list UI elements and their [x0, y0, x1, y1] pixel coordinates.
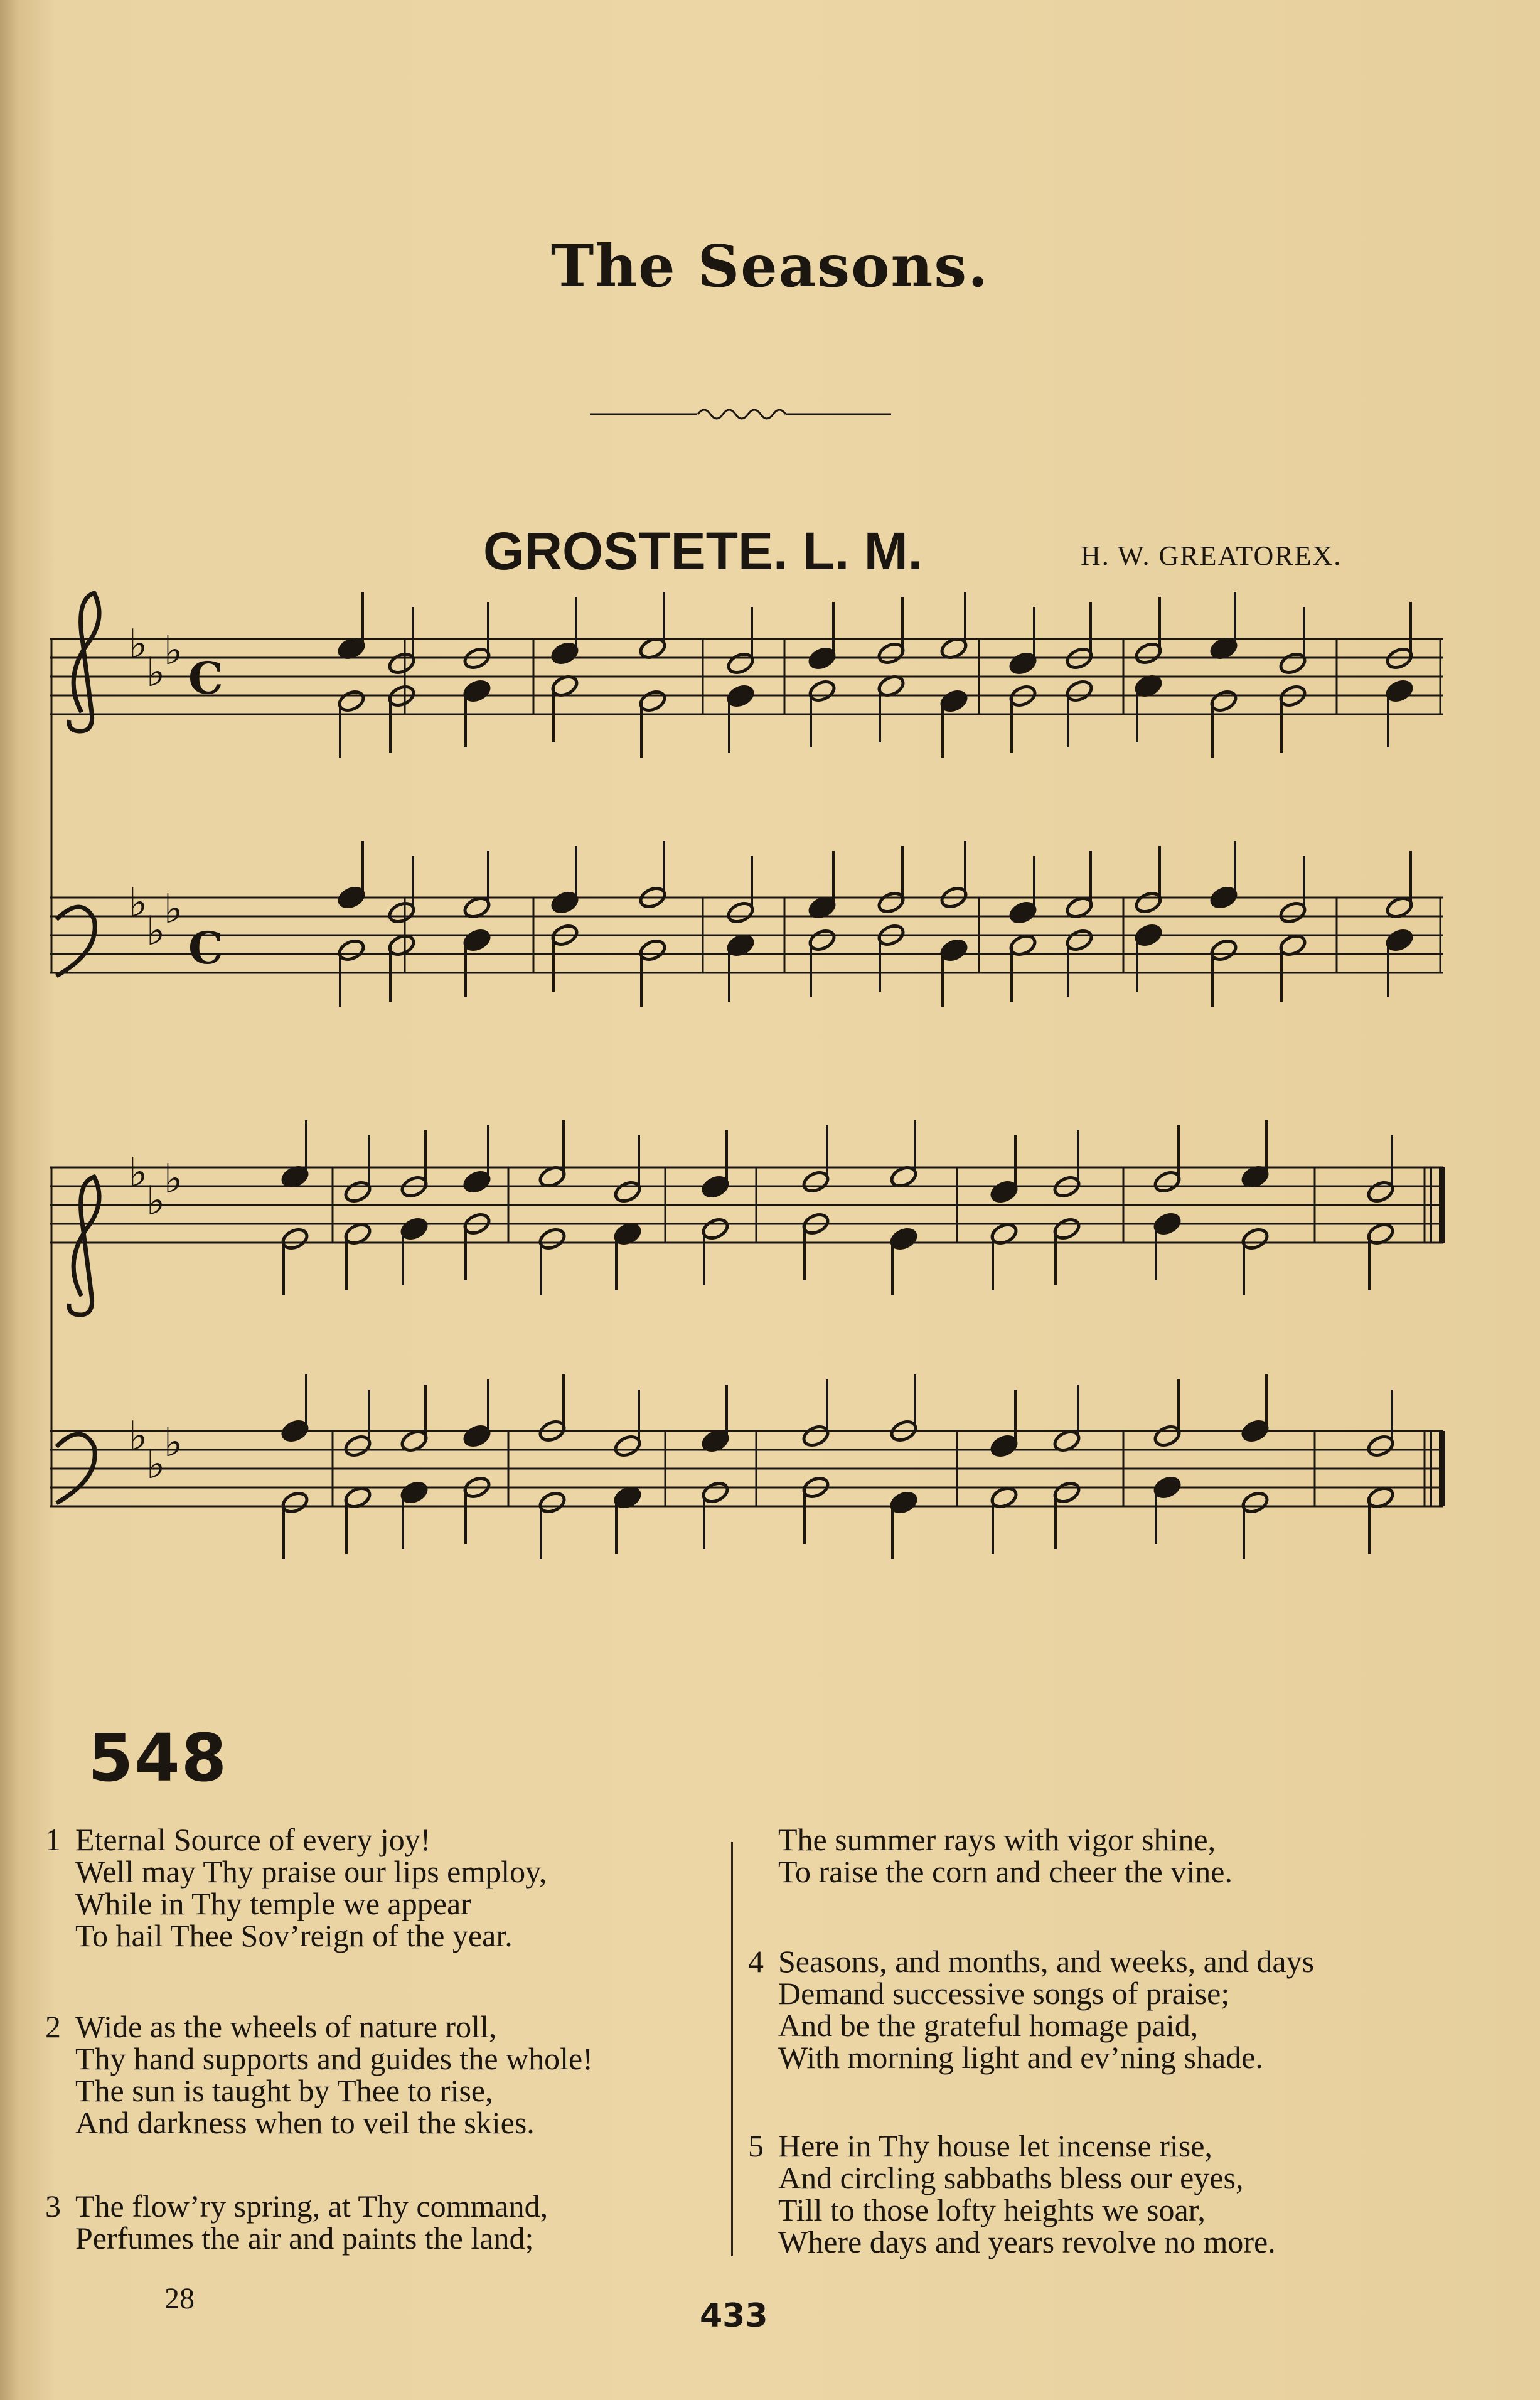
- section-title: The Seasons.: [550, 232, 990, 300]
- verse-line: The summer rays with vigor shine,: [778, 1822, 1216, 1857]
- verse-line: Eternal Source of every joy!: [75, 1822, 431, 1857]
- verse: [45, 2188, 548, 2256]
- verse: [45, 2009, 593, 2140]
- verse-number: 4: [748, 1944, 764, 1979]
- verse: [748, 1944, 1315, 2075]
- flat-icon: ♭: [146, 1442, 166, 1488]
- staff-lines: [50, 639, 1443, 1506]
- verse-line: And circling sabbaths bless our eyes,: [778, 2160, 1244, 2195]
- verse-line: With morning light and ev’ning shade.: [778, 2040, 1263, 2075]
- verse-line: Where days and years revolve no more.: [778, 2224, 1276, 2259]
- treble-clef-icon: [69, 593, 99, 731]
- time-signature-common: C: [188, 922, 223, 974]
- page-number-center: 433: [700, 2297, 768, 2335]
- clefs: [56, 593, 99, 1503]
- flat-icon: ♭: [164, 1420, 183, 1466]
- verse-line: Demand successive songs of praise;: [778, 1976, 1230, 2011]
- verse-number: 2: [45, 2009, 61, 2044]
- flat-icon: ♭: [164, 1156, 183, 1203]
- verse-line: And be the grateful homage paid,: [778, 2008, 1199, 2043]
- verse-line: To raise the corn and cheer the vine.: [778, 1854, 1233, 1889]
- verse-line: Till to those lofty heights we soar,: [778, 2192, 1206, 2227]
- verse-line: Here in Thy house let incense rise,: [778, 2128, 1212, 2163]
- verse-number: 3: [45, 2188, 61, 2224]
- verse-line: Wide as the wheels of nature roll,: [75, 2009, 497, 2044]
- flat-icon: ♭: [146, 1178, 166, 1224]
- tune-name: GROSTETE. L. M.: [483, 522, 923, 581]
- flat-icon: ♭: [146, 908, 166, 955]
- verse-line: The sun is taught by Thee to rise,: [75, 2073, 493, 2108]
- verse-line: Seasons, and months, and weeks, and days: [778, 1944, 1315, 1979]
- verse-line: Thy hand supports and guides the whole!: [75, 2041, 593, 2076]
- flat-icon: ♭: [164, 886, 183, 933]
- flat-icon: ♭: [164, 628, 183, 674]
- verse-line: While in Thy temple we appear: [75, 1886, 471, 1921]
- flat-icon: ♭: [129, 1150, 148, 1196]
- verse-number: 1: [45, 1822, 61, 1857]
- flat-icon: ♭: [129, 1413, 148, 1460]
- verse: [45, 1822, 547, 1953]
- composer: H. W. GREATOREX.: [1081, 540, 1342, 571]
- verse-line: The flow’ry spring, at Thy command,: [75, 2188, 548, 2224]
- verse: [778, 1824, 1233, 1888]
- verse: [748, 2128, 1276, 2259]
- music-notes: [129, 592, 1414, 1559]
- time-signature-common: C: [188, 652, 223, 704]
- verse-line: Well may Thy praise our lips employ,: [75, 1854, 547, 1889]
- verse-number: 5: [748, 2128, 764, 2163]
- flat-icon: ♭: [129, 621, 148, 668]
- verse-line: To hail Thee Sov’reign of the year.: [75, 1918, 513, 1953]
- treble-clef-icon: [69, 1177, 99, 1315]
- verse-line: And darkness when to veil the skies.: [75, 2105, 535, 2140]
- flat-icon: ♭: [129, 880, 148, 926]
- page-number-left: 28: [164, 2282, 195, 2315]
- flat-icon: ♭: [146, 650, 166, 696]
- column-divider: [731, 1842, 733, 2256]
- hymn-number: 548: [88, 1720, 228, 1796]
- verse-line: Perfumes the air and paints the land;: [75, 2221, 534, 2256]
